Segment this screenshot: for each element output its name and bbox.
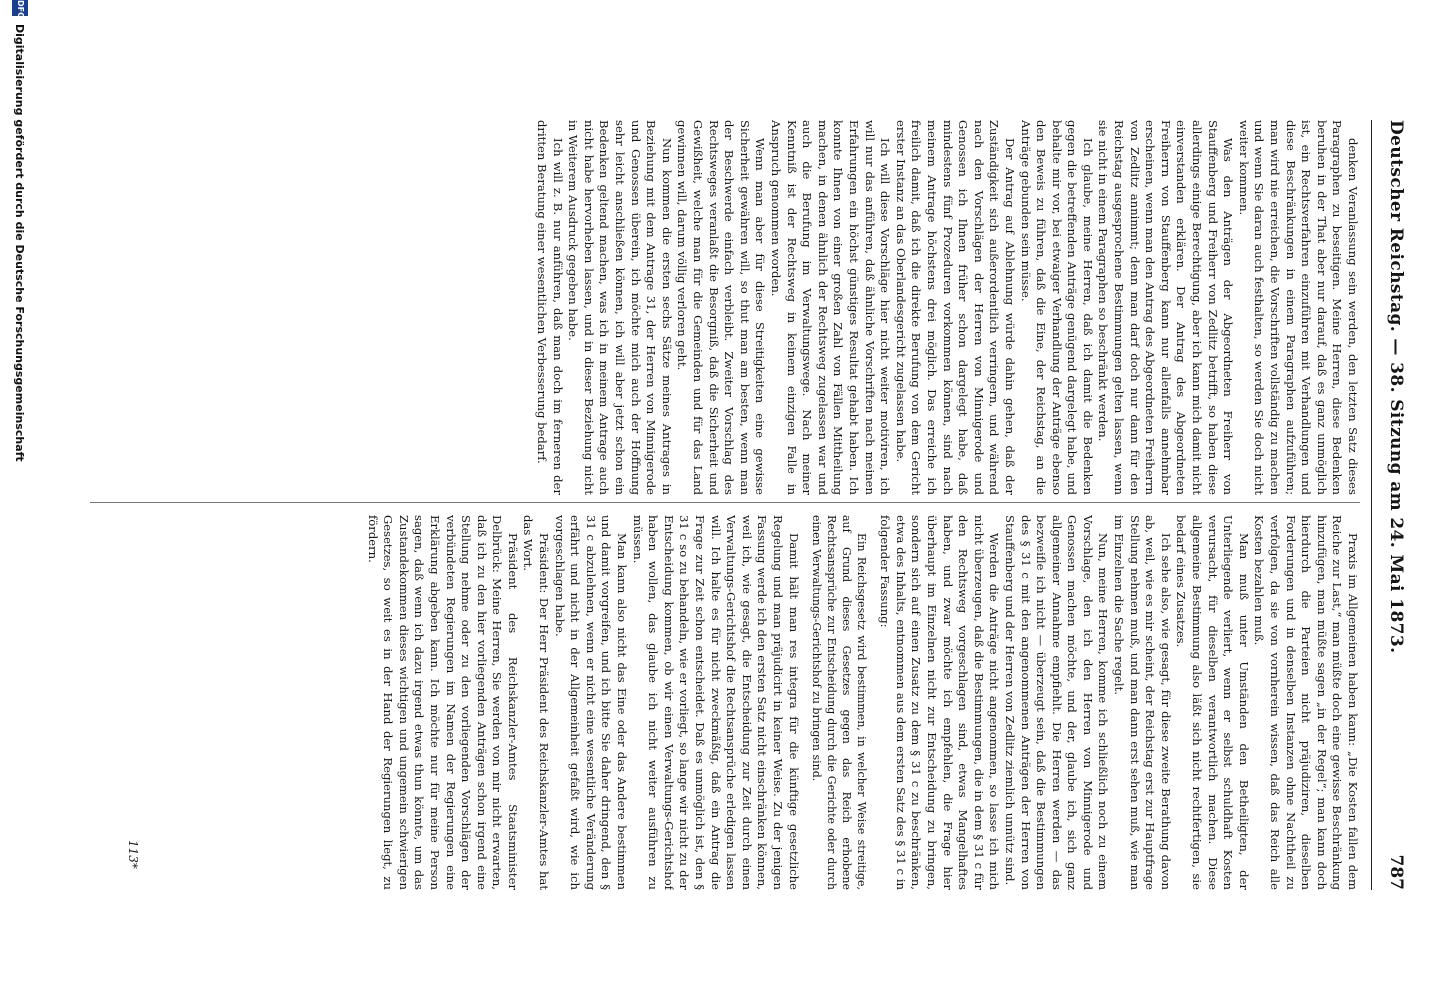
paragraph: Werden die Anträge nicht angenommen, so lasse ich mich nicht überzeugen, daß die Bestimmungen, die in dem § 31 c für den Rechtsweg vorgeschlagen sind, etwas Mangelhaftes haben, und zwar möchte ich empfehlen, die Frage hier überhaupt im Einzelnen nicht zur Entscheidung zu bringen, sondern sich auf einen Zusatz zu dem § 31 c zu beschränken, etwa des Inhalts, entnommen aus dem ersten Satz des § 31 c in folgender Fassung: <box>878 515 1002 890</box>
quoted-proposal: Ein Reichsgesetz wird bestimmen, in welcher Weise streitige, auf Grund dieses Gesetzes gegen das Reich erhobene Rechtsansprüche zur Entscheidung durch die Gerichte oder durch einen Verwaltungs-Gerichtshof zu bringen sind. <box>809 515 868 890</box>
page-number: 787 <box>1386 854 1406 890</box>
speaker-paragraph: Präsident: Der Herr Präsident des Reichskanzler-Amtes hat das Wort. <box>521 515 552 890</box>
paragraph: Der Antrag auf Ablehnung würde dahin gehen, daß der Zuständigkeit sich außerordentlich verringern, und während nach den Vorschlägen der Herren von Minnigerode und Genossen ich Ihnen früher schon dargelegt habe, daß mindestens fünf Prozeduren vorkommen können, sind nach meinem Antrage höchstens drei möglich. Das erreiche ich freilich damit, daß ich die direkte Berufung von dem Gericht erster Instanz an das Oberlandesgericht zugelassen habe. <box>893 120 1017 495</box>
running-title: Deutscher Reichstag. — 38. Sitzung am 24. Mai 1873. <box>1386 120 1406 654</box>
paragraph: Nun, meine Herren, komme ich schließlich noch zu einem Vorschlage, den ich den Herren von Minnigerode und Genossen machen möchte, und der, glaube ich, sich ganz allgemeiner Annahme empfiehlt. Die Herren werden — das bezweifle ich nicht — überzeugt sein, daß die Bestimmungen des § 31 c mit den angenommenen Anträgen der Herren von Stauffenberg und der Herren von Zedlitz ziemlich unnütz sind. <box>1002 515 1111 890</box>
footer-text: Digitalisierung gefördert durch die Deutsche Forschungsgemeinschaft <box>13 24 26 462</box>
header-rule <box>1371 120 1372 890</box>
speaker-paragraph: Präsident des Reichskanzler-Amtes Staatsminister Delbrück: Meine Herren, Sie werden von mir nicht erwarten, daß ich zu den hier vorliegenden Anträgen schon irgend eine Stellung nehme oder zu den vorliegenden Vorschlägen der verbündeten Regierungen im Namen der Regierungen eine Erklärung abgeben kann. Ich möchte nur für meine Person sagen, daß wenn ich dazu irgend etwas thun könnte, um das Zustandekommen dieses wichtigen und ungemein schwierigen Gesetzes, so weit es in der Hand der Regierungen liegt, zu fördern. <box>365 515 520 890</box>
paragraph: Damit hält man res integra für die künftige gesetzliche Regelung und man präjudicirt in keiner Weise. Zu der jenigen Fassung werde ich den ersten Satz nicht einschränken können, weil ich, wie gesagt, die Entscheidung zur Zeit durch einen Verwaltungs-Gerichtshof die Rechtsansprüche erledigen lassen will. Ich halte es für nicht zweckmäßig, daß ein Antrag die Frage zur Zeit schon entscheidet. Daß es unmöglich ist, den § 31 c so zu behandeln, wie er vorliegt, so lange wir nicht zu der Entscheidung kommen, ob wir einen Verwaltungs-Gerichtshof haben wollen, das glaube ich nicht weiter ausführen zu müssen. <box>630 515 801 890</box>
paragraph: Nun kommen die ersten sechs Sätze meines Antrages in Beziehung mit dem Antrage 31, der Herren von Minnigerode und Genossen überein, ich möchte mich auch der Hoffnung sehr leicht anschließen können, ich will aber jetzt schon ein Bedenken geltend machen, was ich in meinem Antrage auch nicht habe hervorheben lassen, und in dieser Beziehung nicht in Weiterem Ausdruck gegeben habe. <box>566 120 674 495</box>
right-column <box>90 515 1360 890</box>
column-divider <box>90 502 1360 503</box>
paragraph: Ich glaube, meine Herren, daß ich damit die Bedenken gegen die betreffenden Anträge genügend dargelegt habe, und behalte mir vor, bei etwaiger Verhandlung der Anträge ebenso den Beweis zu führen, daß die Eine, der Reichstag, an die Anträge gebunden sein müsse. <box>1018 120 1095 495</box>
digitization-footer <box>8 0 30 1000</box>
paragraph: denken Veranlassung sein werden, den letzten Satz dieses Paragraphen zu beseitigen. Meine Herren, diese Bedenken beruhen in der That aber nur darauf, daß es ganz unmöglich ist, ein Rechtsverfahren einzuführen mit Verhandlungen und diese Beschränkungen in einem Paragraphen aufzuführen; man wird nie erreichen, die Vorschriften vollständig zu machen und wenn Sie daran auch festhalten, so werden Sie doch nicht weiter kommen. <box>1236 120 1360 495</box>
paragraph: Ich will z. B. nur anführen, daß man doch im ferneren der dritten Beratung einer wesentlichen Verbesserung bedarf. <box>535 120 565 495</box>
paragraph: Man muß unter Umständen den Betheiligten, der Unterliegende verliert, wenn er selbst schuldhaft Kosten verursacht, für dieselben verantwortlich machen. Diese allgemeine Bestimmung also läßt sich nicht rechtfertigen, sie bedarf eines Zusatzes. <box>1174 515 1251 890</box>
paragraph: Ich sehe also, wie gesagt, für diese zweite Berathung davon ab, weil, wie es mir scheint, der Reichstag erst zur Hauptfrage Stellung nehmen muß, und man dann erst sehen muß, wie man im Einzelnen die Sache regelt. <box>1112 515 1173 890</box>
running-header <box>1376 120 1410 890</box>
signature-mark: 113* <box>126 840 140 869</box>
left-column <box>90 120 1360 495</box>
paragraph: Praxis im Allgemeinen haben kann: „Die Kosten fallen dem Reiche zur Last,“ man müßte doch eine gewisse Beschränkung hinzufügen, man müßte sagen „in der Regel“; man kann doch hierdurch die Parteien nicht präjudiziren, dieselben Forderungen und in denselben Instanzen ohne Nachtheil zu verfolgen, da sie von vornherein wissen, daß das Reich alle Kosten bezahlen muß. <box>1252 515 1360 890</box>
paragraph: Man kann also nicht das Eine oder das Andere bestimmen und damit vorgreifen, und ich bitte Sie daher dringend, den § 31 c abzulehnen, wenn er nicht eine wesentliche Veränderung erfährt und nicht in der Allgemeinheit gefaßt wird, wie ich vorgeschlagen habe. <box>552 515 630 890</box>
paragraph: Wenn man aber für diese Streitigkeiten eine gewisse Sicherheit gewähren will, so thut man am besten, wenn man der Beschwerde einfach verbleibt. Zweiter Vorschlag des Rechtsweges veranlaßt die Besorgniß, daß die Sicherheit und Gewißheit, welche man für die Gemeinden und für das Land gewinnen will, darum völlig verloren geht. <box>675 120 768 495</box>
dfg-logo-icon: DFG <box>12 0 28 16</box>
paragraph: Was den Anträgen der Abgeordneten Freiherr von Stauffenberg und Freiherr von Zedlitz betrifft, so haben diese allerdings einige Berechtigung, aber ich kann mich damit nicht einverstanden erklären. Der Antrag des Abgeordneten Freiherrn von Stauffenberg kann nur allenfalls annehmbar erscheinen, wenn man den Antrag des Abgeordneten Freiherrn von Zedlitz annimmt; denn man darf doch nur dann für den Reichstag ausgesprochene Bestimmungen gelten lassen, wenn sie nicht in einem Paragraphen so beschränkt werden. <box>1096 120 1236 495</box>
paragraph: Ich will diese Vorschläge hier nicht weiter motiviren, ich will nur das anführen, daß ähnliche Vorschriften nach meinen Erfahrungen ein höchst günstiges Resultat gehabt haben. Ich konnte Ihnen von einer großen Zahl von Fällen Mittheilung machen, in denen ähnlich der Rechtsweg zugelassen war und auch die Berufung im Verwaltungswege. Nach meiner Kenntniß ist der Rechtsweg in keinem einzigen Falle in Anspruch genommen worden. <box>769 120 893 495</box>
